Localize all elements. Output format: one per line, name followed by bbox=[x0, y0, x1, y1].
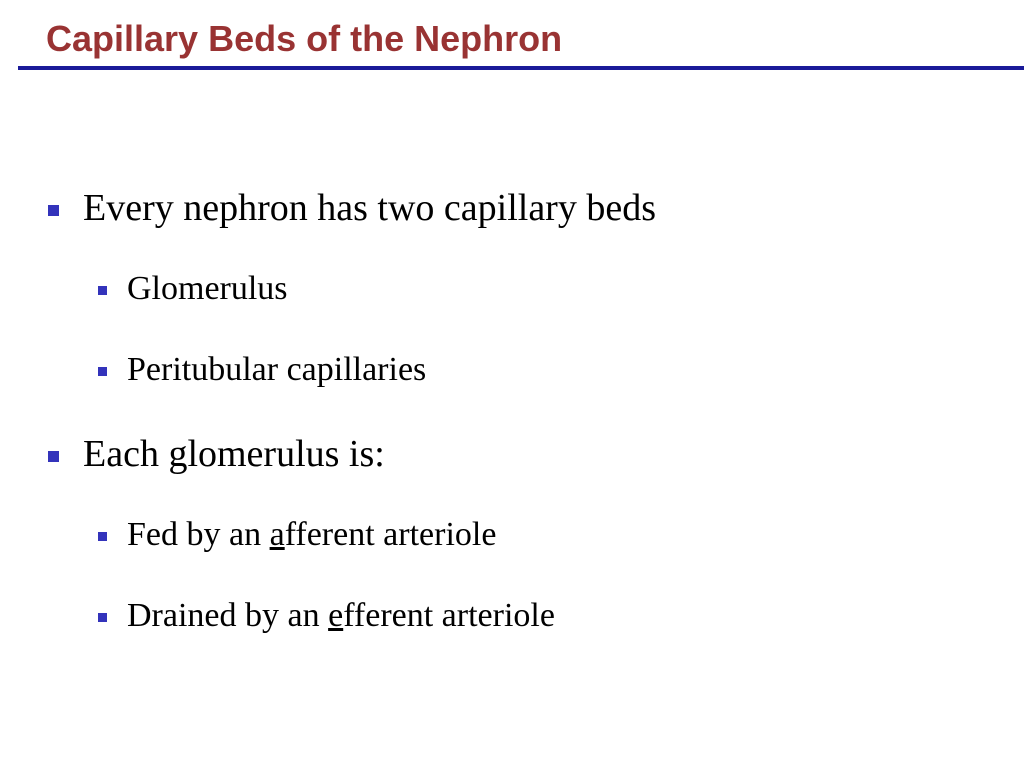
title-underline-rule bbox=[18, 66, 1024, 70]
bullet-text: Peritubular capillaries bbox=[127, 351, 427, 388]
bullet-text bbox=[127, 597, 555, 635]
bullet-item-each-glomerulus bbox=[48, 432, 385, 476]
bullet-item-every-nephron bbox=[48, 186, 656, 230]
bullet-text-prefix: Fed by an bbox=[127, 516, 270, 553]
bullet-text-suffix: fferent arteriole bbox=[343, 597, 555, 634]
underlined-letter: e bbox=[328, 597, 344, 634]
square-bullet-icon bbox=[98, 532, 107, 541]
square-bullet-icon bbox=[48, 205, 59, 216]
square-bullet-icon bbox=[98, 286, 107, 295]
square-bullet-icon bbox=[98, 613, 107, 622]
square-bullet-icon bbox=[48, 451, 59, 462]
sub-bullet-item-glomerulus bbox=[98, 270, 288, 308]
bullet-text: Glomerulus bbox=[127, 270, 288, 307]
sub-bullet-item-peritubular bbox=[98, 351, 426, 389]
bullet-text: Each glomerulus is: bbox=[83, 433, 385, 475]
bullet-text-suffix: fferent arteriole bbox=[284, 516, 497, 553]
underlined-letter: a bbox=[269, 516, 285, 553]
bullet-text bbox=[127, 516, 496, 554]
sub-bullet-item-efferent bbox=[98, 597, 555, 635]
bullet-text-prefix: Drained by an bbox=[127, 597, 329, 634]
sub-bullet-item-afferent bbox=[98, 516, 496, 554]
square-bullet-icon bbox=[98, 367, 107, 376]
bullet-text: Every nephron has two capillary beds bbox=[83, 187, 656, 229]
slide-title: Capillary Beds of the Nephron bbox=[46, 18, 563, 59]
